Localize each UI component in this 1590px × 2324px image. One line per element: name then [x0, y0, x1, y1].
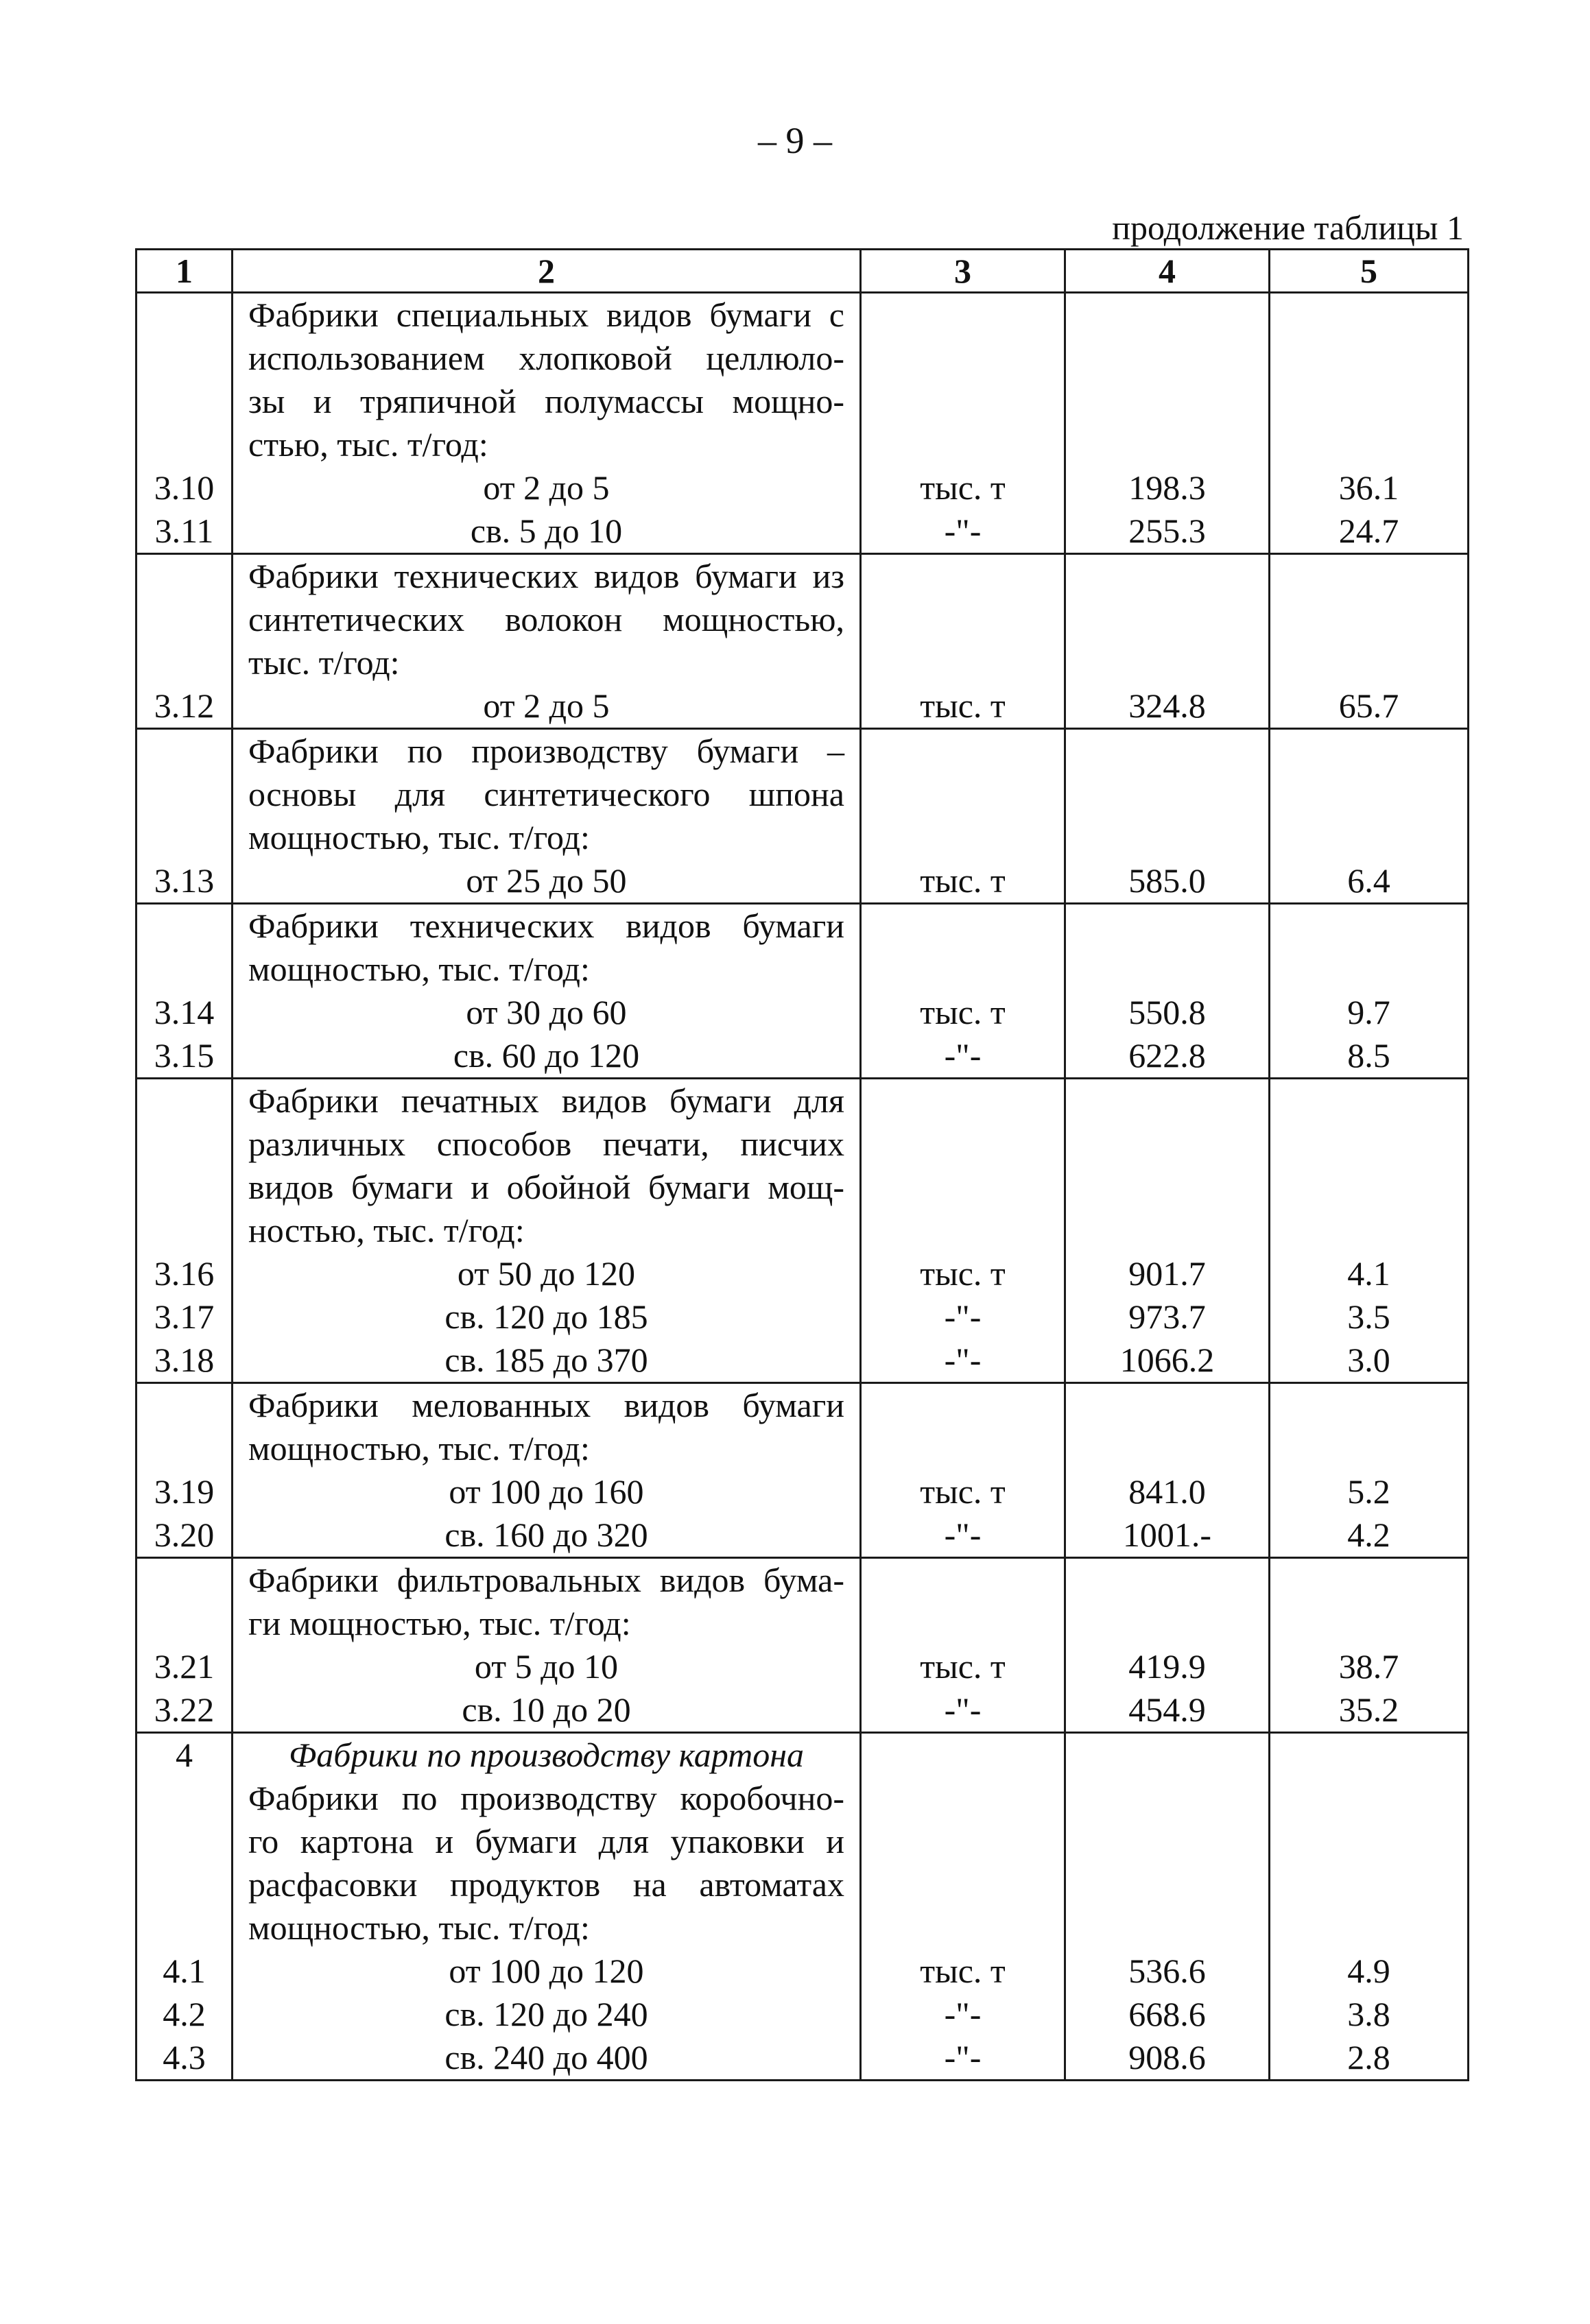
capacity-range: от 2 до 5 — [483, 686, 610, 725]
spacer-line — [137, 730, 231, 773]
item-number-cell — [137, 1558, 233, 1733]
col5-value: 2.8 — [1347, 2038, 1390, 2076]
description-cell — [233, 1558, 861, 1733]
capacity-range: св. 10 до 20 — [462, 1690, 631, 1729]
group-heading-line: Фабрики по производству бумаги – — [248, 732, 844, 770]
column-header-3: 3 — [861, 250, 1065, 293]
item-number: 3.16 — [154, 1254, 215, 1293]
col4-value: 419.9 — [1128, 1647, 1206, 1686]
unit-value: тыс. т — [920, 468, 1006, 507]
description-cell — [233, 1079, 861, 1383]
description-cell — [233, 729, 861, 904]
group-heading-line: Фабрики по производству коробочно- — [248, 1779, 844, 1817]
column-header-4: 4 — [1065, 250, 1270, 293]
capacity-range: св. 120 до 185 — [444, 1297, 648, 1336]
group-heading-line: тыс. т/год: — [248, 643, 400, 682]
spacer-line — [137, 1427, 231, 1470]
spacer-line — [137, 380, 231, 423]
capacity-range: св. 5 до 10 — [470, 512, 623, 550]
item-number-cell — [137, 729, 233, 904]
table-group-row — [137, 1733, 1469, 2081]
col4-value: 1001.- — [1122, 1516, 1212, 1554]
spacer-line — [137, 1777, 231, 1820]
col5-value: 8.5 — [1347, 1036, 1390, 1075]
item-number: 3.15 — [154, 1036, 215, 1075]
spacer-line — [137, 948, 231, 991]
capacity-range: от 5 до 10 — [474, 1647, 619, 1686]
table-group-row — [137, 904, 1469, 1079]
item-number: 3.11 — [154, 512, 214, 550]
col4-cell — [1065, 1733, 1270, 2081]
col5-value: 38.7 — [1338, 1647, 1399, 1686]
group-heading-line: Фабрики технических видов бумаги из — [248, 557, 844, 595]
unit-value: -"- — [944, 1995, 982, 2033]
spacer-line — [137, 294, 231, 337]
group-heading-line: стью, тыс. т/год: — [248, 425, 488, 464]
item-number: 3.12 — [154, 686, 215, 725]
col5-value: 4.1 — [1347, 1254, 1390, 1293]
spacer-line — [137, 1820, 231, 1863]
unit-cell — [861, 729, 1065, 904]
col4-value: 841.0 — [1128, 1472, 1206, 1511]
group-heading-line: мощностью, тыс. т/год: — [248, 950, 590, 988]
spacer-line — [137, 905, 231, 948]
col4-value: 1066.2 — [1119, 1341, 1215, 1379]
col4-cell — [1065, 293, 1270, 554]
table-body — [137, 293, 1469, 2081]
spacer-line — [137, 337, 231, 380]
capacity-range: св. 60 до 120 — [453, 1036, 640, 1075]
unit-value: -"- — [944, 2038, 982, 2076]
col5-value: 35.2 — [1338, 1690, 1399, 1729]
col5-value: 3.0 — [1347, 1341, 1390, 1379]
spacer-line — [137, 1209, 231, 1252]
group-heading-line: мощностью, тыс. т/год: — [248, 1429, 590, 1468]
col4-cell — [1065, 554, 1270, 729]
col4-cell — [1065, 729, 1270, 904]
unit-value: -"- — [944, 1690, 982, 1729]
unit-value: тыс. т — [920, 861, 1006, 900]
col4-value: 908.6 — [1128, 2038, 1206, 2076]
col5-cell — [1270, 1558, 1469, 1733]
col5-value: 3.5 — [1347, 1297, 1390, 1336]
page-number: – 9 – — [758, 120, 832, 161]
item-number: 3.13 — [154, 861, 215, 900]
item-number: 3.17 — [154, 1297, 215, 1336]
col4-cell — [1065, 1383, 1270, 1558]
capacity-range: св. 160 до 320 — [444, 1516, 648, 1554]
table-group-row — [137, 1383, 1469, 1558]
col5-cell — [1270, 1733, 1469, 2081]
col4-value: 585.0 — [1128, 861, 1206, 900]
spacer-line — [137, 1559, 231, 1602]
table-group-row — [137, 729, 1469, 904]
item-number: 3.10 — [154, 468, 215, 507]
spacer-line — [137, 1079, 231, 1123]
spacer-line — [137, 1863, 231, 1906]
item-number-cell — [137, 1079, 233, 1383]
col4-value: 454.9 — [1128, 1690, 1206, 1729]
item-number-cell — [137, 554, 233, 729]
col4-cell — [1065, 1558, 1270, 1733]
capacity-range: св. 185 до 370 — [444, 1341, 648, 1379]
col5-cell — [1270, 904, 1469, 1079]
column-header-1: 1 — [137, 250, 233, 293]
col4-value: 536.6 — [1128, 1952, 1206, 1990]
unit-value: тыс. т — [920, 1254, 1006, 1293]
item-number: 4.3 — [163, 2038, 206, 2076]
unit-cell — [861, 1383, 1065, 1558]
col5-value: 5.2 — [1347, 1472, 1390, 1511]
group-heading-line: Фабрики фильтровальных видов бума- — [248, 1561, 844, 1599]
col5-value: 9.7 — [1347, 993, 1390, 1031]
unit-value: -"- — [944, 1297, 982, 1336]
group-heading-line: Фабрики печатных видов бумаги для — [248, 1081, 844, 1120]
table-group-row — [137, 1558, 1469, 1733]
group-heading-line: ностью, тыс. т/год: — [248, 1211, 525, 1249]
col4-value: 973.7 — [1128, 1297, 1206, 1336]
col4-cell — [1065, 1079, 1270, 1383]
spacer-line — [137, 773, 231, 816]
table-continuation-label: продолжение таблицы 1 — [1112, 208, 1464, 247]
table-group-row — [137, 1079, 1469, 1383]
description-cell — [233, 1383, 861, 1558]
item-number-cell — [137, 293, 233, 554]
capacity-range: св. 120 до 240 — [444, 1995, 648, 2033]
group-heading-line: различных способов печати, писчих — [248, 1125, 844, 1163]
unit-cell — [861, 554, 1065, 729]
capacity-range: от 100 до 120 — [449, 1952, 644, 1990]
item-number: 3.20 — [154, 1516, 215, 1554]
col5-cell — [1270, 554, 1469, 729]
col5-value: 3.8 — [1347, 1995, 1390, 2033]
unit-value: тыс. т — [920, 1472, 1006, 1511]
col4-value: 255.3 — [1128, 512, 1206, 550]
group-heading-line: ги мощностью, тыс. т/год: — [248, 1604, 631, 1642]
unit-value: тыс. т — [920, 1952, 1006, 1990]
group-heading-line: видов бумаги и обойной бумаги мощ- — [248, 1168, 844, 1206]
spacer-line — [137, 598, 231, 641]
item-number-cell — [137, 904, 233, 1079]
spacer-line — [137, 816, 231, 859]
item-number: 4.1 — [163, 1952, 206, 1990]
group-heading-line: основы для синтетического шпона — [248, 775, 844, 813]
item-number: 3.21 — [154, 1647, 215, 1686]
unit-value: -"- — [944, 1516, 982, 1554]
unit-value: -"- — [944, 1036, 982, 1075]
group-heading-line: го картона и бумаги для упаковки и — [248, 1822, 844, 1860]
unit-cell — [861, 904, 1065, 1079]
spacer-line — [137, 1384, 231, 1427]
unit-value: -"- — [944, 512, 982, 550]
capacity-range: св. 240 до 400 — [444, 2038, 648, 2076]
capacity-range: от 50 до 120 — [457, 1254, 636, 1293]
col4-cell — [1065, 904, 1270, 1079]
group-heading-line: Фабрики мелованных видов бумаги — [248, 1386, 844, 1424]
col5-cell — [1270, 1383, 1469, 1558]
column-header-2: 2 — [233, 250, 861, 293]
unit-cell — [861, 1733, 1065, 2081]
table-header-row — [137, 250, 1469, 293]
group-heading-line: Фабрики технических видов бумаги — [248, 907, 844, 945]
group-heading-line: Фабрики специальных видов бумаги с — [248, 296, 844, 334]
capacity-range: от 2 до 5 — [483, 468, 610, 507]
col5-value: 24.7 — [1338, 512, 1399, 550]
description-cell — [233, 1733, 861, 2081]
col5-value: 4.9 — [1347, 1952, 1390, 1990]
capacity-range: от 30 до 60 — [466, 993, 627, 1031]
group-heading-line: синтетических волокон мощностью, — [248, 600, 844, 638]
col4-value: 622.8 — [1128, 1036, 1206, 1075]
spacer-line — [137, 423, 231, 466]
unit-value: тыс. т — [920, 993, 1006, 1031]
group-heading-line: использованием хлопковой целлюло- — [248, 339, 844, 377]
col5-value: 4.2 — [1347, 1516, 1390, 1554]
item-number-cell — [137, 1383, 233, 1558]
table-group-row — [137, 293, 1469, 554]
col4-value: 198.3 — [1128, 468, 1206, 507]
description-cell — [233, 554, 861, 729]
spacer-line — [137, 555, 231, 598]
spacer-line — [137, 1602, 231, 1645]
unit-cell — [861, 1558, 1065, 1733]
unit-cell — [861, 1079, 1065, 1383]
section-title: Фабрики по производству картона — [288, 1736, 805, 1774]
item-number: 3.18 — [154, 1341, 215, 1379]
description-cell — [233, 293, 861, 554]
item-number: 3.14 — [154, 993, 215, 1031]
item-number: 3.22 — [154, 1690, 215, 1729]
item-number: 3.19 — [154, 1472, 215, 1511]
group-heading-line: мощностью, тыс. т/год: — [248, 1908, 590, 1947]
capacity-range: от 25 до 50 — [466, 861, 627, 900]
group-heading-line: расфасовки продуктов на автоматах — [248, 1865, 844, 1904]
group-heading-line: мощностью, тыс. т/год: — [248, 818, 590, 856]
col5-cell — [1270, 729, 1469, 904]
col5-value: 36.1 — [1338, 468, 1399, 507]
spacer-line — [137, 1123, 231, 1166]
table-group-row — [137, 554, 1469, 729]
col4-value: 324.8 — [1128, 686, 1206, 725]
col4-value: 668.6 — [1128, 1995, 1206, 2033]
col4-value: 550.8 — [1128, 993, 1206, 1031]
group-heading-line: зы и тряпичной полумассы мощно- — [248, 382, 844, 420]
unit-value: тыс. т — [920, 686, 1006, 725]
col5-value: 6.4 — [1347, 861, 1390, 900]
column-header-5: 5 — [1270, 250, 1469, 293]
col5-cell — [1270, 1079, 1469, 1383]
col5-value: 65.7 — [1338, 686, 1399, 725]
description-cell — [233, 904, 861, 1079]
col4-value: 901.7 — [1128, 1254, 1206, 1293]
norms-table — [135, 248, 1469, 2081]
spacer-line — [137, 1906, 231, 1950]
unit-value: -"- — [944, 1341, 982, 1379]
item-number-cell — [137, 1733, 233, 2081]
capacity-range: от 100 до 160 — [449, 1472, 644, 1511]
group-number: 4 — [176, 1736, 193, 1774]
col5-cell — [1270, 293, 1469, 554]
unit-cell — [861, 293, 1065, 554]
item-number: 4.2 — [163, 1995, 206, 2033]
unit-value: тыс. т — [920, 1647, 1006, 1686]
spacer-line — [137, 641, 231, 684]
spacer-line — [137, 1166, 231, 1209]
